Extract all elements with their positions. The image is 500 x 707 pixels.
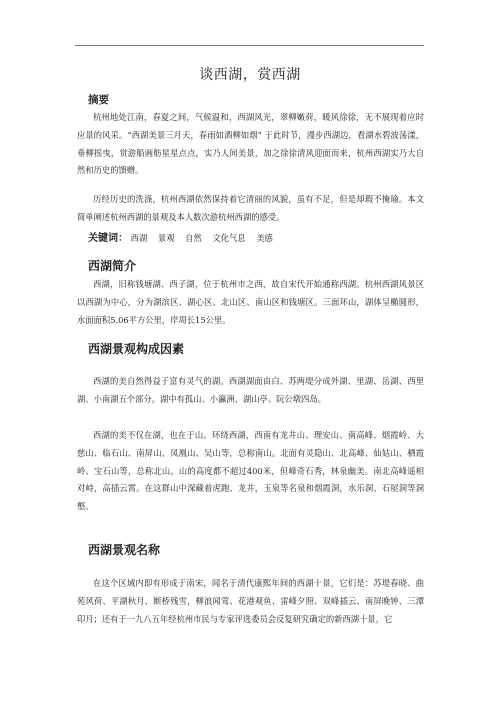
keyword-item: 西湖 [130, 233, 148, 243]
keyword-item: 景观 [157, 233, 175, 243]
section-names-paragraph: 在这个区域内即有形成于南宋，闻名于清代康熙年间的西湖十景，它们是：苏堤春晓、曲苑风荷、平湖秋月、断桥残雪，柳浪闻莺、花港观鱼、雷峰夕照、双峰插云、南屏晚钟、三潭印月；还有于一九八五年经杭州市民与专家评选委员会反复研究确定的新西湖十景，它 [77, 578, 424, 624]
section-heading-names: 西湖景观名称 [88, 543, 161, 557]
abstract-paragraph-2: 历经历史的洗涤，杭州西湖依然保持着它清丽的风貌，虽有不足，但是却瑕不掩瑜。本文简单阐述杭州西湖的景观及本人数次游杭州西湖的感受。 [77, 194, 424, 222]
section-intro-paragraph: 西湖，旧称钱塘湖、西子湖，位于杭州市之西，故自宋代开始通称西湖。杭州西湖风景区以西湖为中心，分为湖滨区、湖心区、北山区、南山区和钱塘区。三面环山，湖体呈椭圆形，水面面积5.06平方公里，岸周长15公里。 [77, 279, 424, 325]
section-factors-paragraph-1: 西湖的美自然得益于富有灵气的湖。西湖湖面由白、苏两堤分成外湖、里湖、岳湖、西里湖、小南湖五个部分。湖中有孤山、小瀛洲、湖山亭、阮公墩四岛。 [77, 376, 424, 404]
keyword-item: 美感 [256, 233, 273, 243]
header-rule [75, 45, 424, 46]
abstract-paragraph-1: 杭州地处江南，春夏之间，气候温和，西湖风光，翠柳嫩荷，暖风徐徐，无不展现着应时应景的风采。“西湖美景三月天，春雨如酒柳如烟” 于此时节，漫步西湖边，看湖水碧波荡漾，垂柳摇曳，赏游船画舫星星点点，实乃人间美景，加之徐徐清风迎面而来，杭州西湖实乃大自然和历史的馈赠。 [77, 112, 424, 176]
keywords-line [88, 229, 281, 244]
abstract-heading: 摘要 [88, 94, 109, 106]
keywords-label: 关键词： [88, 233, 128, 244]
section-heading-factors: 西湖景观构成因素 [88, 342, 185, 356]
section-factors-paragraph-2: 西湖的美不仅在湖，也在于山。环绕西湖，西南有龙井山、理安山、南高峰、烟霞岭、大慈山、临石山、南屏山、凤凰山、吴山等，总称南山。北面有灵隐山、北高峰、仙姑山、栖霞岭、宝石山等，总称北山。山的高度都不超过400米，但峰奇石秀，林泉幽美。南北高峰遥相对峙，高插云霄。在这群山中深藏着虎跑、龙井，玉泉等名泉和烟霞洞，水乐洞、石屋洞等洞壑。 [77, 430, 424, 512]
document-title: 谈西湖，赏西湖 [199, 67, 301, 83]
keywords-list [131, 233, 281, 243]
keyword-item: 文化气息 [212, 233, 246, 243]
section-heading-intro: 西湖简介 [88, 259, 137, 273]
keyword-item: 自然 [185, 233, 202, 243]
